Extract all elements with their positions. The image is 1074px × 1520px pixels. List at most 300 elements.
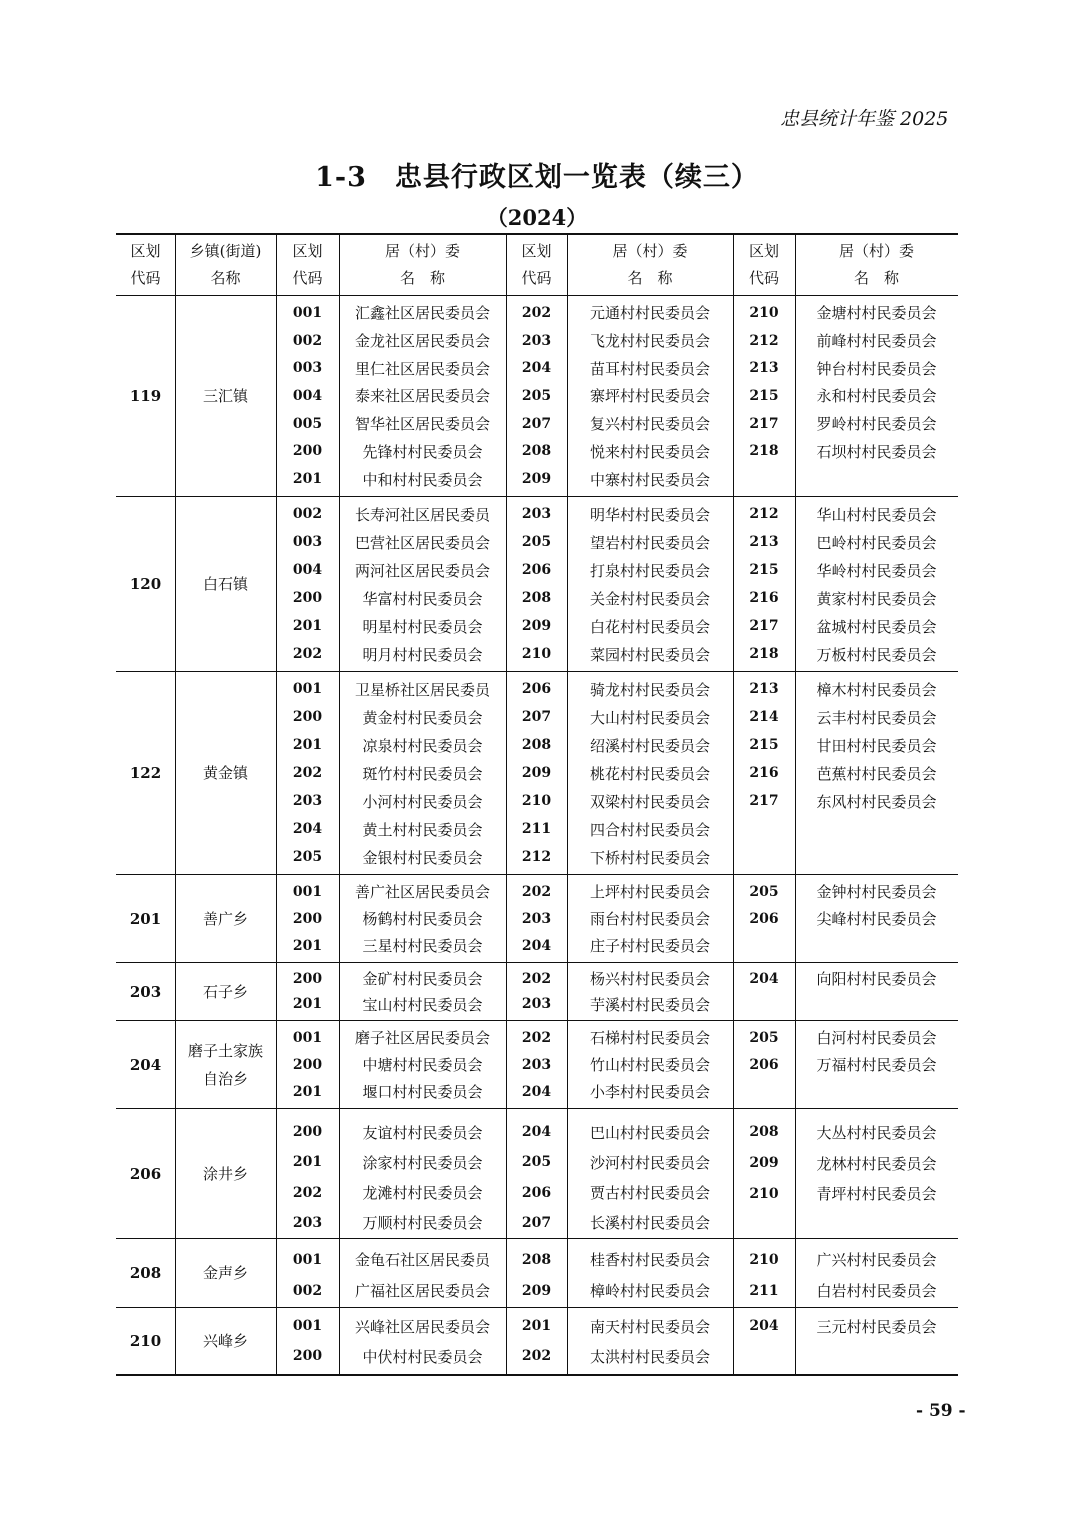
township-code: 210 [129, 1332, 162, 1350]
committee-name-column [795, 875, 958, 962]
sub-code: 210 [521, 793, 552, 809]
township-code: 203 [129, 982, 162, 1001]
committee-name: 华山村村民委员会 [816, 505, 937, 524]
sub-code: 205 [521, 387, 552, 404]
sub-code: 208 [521, 737, 552, 753]
township-name [175, 1109, 276, 1238]
sub-code: 202 [521, 970, 552, 987]
sub-code: 215 [749, 737, 779, 753]
committee-name: 黄家村村民委员会 [816, 589, 937, 608]
committee-name: 桃花村村民委员会 [589, 764, 710, 783]
sub-code: 001 [292, 1251, 323, 1268]
committee-name: 华岭村村民委员会 [816, 561, 937, 580]
committee-name: 金塘村村民委员会 [816, 304, 937, 323]
committee-name: 白花村村民委员会 [589, 617, 710, 636]
committee-name: 白河村村民委员会 [816, 1029, 937, 1047]
sub-code: 216 [749, 590, 779, 606]
sub-code: 215 [749, 562, 779, 578]
sub-code: 209 [521, 765, 552, 781]
committee-name: 明华村村民委员会 [589, 505, 710, 524]
sub-code: 208 [749, 1124, 779, 1141]
committee-name: 三星村村民委员会 [362, 937, 483, 955]
sub-code: 003 [292, 534, 323, 550]
committee-name-column [339, 1021, 506, 1108]
committee-name-column [795, 1239, 958, 1307]
committee-name-column [795, 497, 958, 671]
sub-code: 210 [749, 1251, 779, 1268]
sub-code: 211 [521, 821, 552, 837]
committee-name: 明月村村民委员会 [362, 645, 483, 664]
sub-code: 200 [292, 970, 323, 987]
header-cell [116, 235, 175, 295]
committee-name: 苗耳村村民委员会 [589, 359, 710, 378]
township-name-line: 黄金镇 [202, 764, 248, 782]
sub-code: 200 [292, 1348, 323, 1364]
township-name [175, 963, 276, 1020]
committee-name: 汇鑫社区居民委员会 [354, 304, 490, 323]
township-group [116, 1308, 958, 1376]
sub-code: 209 [521, 618, 552, 634]
header-line-1: 居（村）委 [838, 242, 914, 260]
sub-code-column [506, 497, 567, 671]
committee-name: 华富村村民委员会 [362, 589, 483, 608]
sub-code: 205 [292, 849, 323, 865]
sub-code-column [733, 875, 795, 962]
township-code: 206 [129, 1164, 162, 1183]
sub-code: 001 [292, 1318, 323, 1334]
sub-code: 206 [521, 1184, 552, 1201]
sub-code: 202 [521, 1348, 552, 1364]
committee-name: 小李村村民委员会 [589, 1083, 710, 1101]
committee-name: 长寿河社区居民委员 [354, 505, 490, 524]
sub-code: 201 [521, 1318, 552, 1334]
sub-code-column [733, 672, 795, 874]
sub-code: 205 [749, 1029, 779, 1046]
committee-name: 太洪村村民委员会 [589, 1347, 710, 1366]
committee-name: 友谊村村民委员会 [362, 1123, 483, 1142]
sub-code: 201 [292, 737, 323, 753]
sub-code: 201 [292, 618, 323, 634]
committee-name: 骑龙村村民委员会 [589, 680, 710, 699]
committee-name-column [795, 1308, 958, 1374]
sub-code-column [276, 1109, 339, 1238]
committee-name: 广福社区居民委员会 [354, 1282, 490, 1300]
committee-name: 两河社区居民委员会 [354, 561, 490, 580]
sub-code: 208 [521, 443, 552, 460]
committee-name: 芭蕉村村民委员会 [816, 764, 937, 783]
committee-name-column [795, 963, 958, 1020]
sub-code: 201 [292, 937, 323, 954]
sub-code: 205 [521, 1154, 552, 1171]
committee-name-column [567, 672, 733, 874]
sub-code: 212 [521, 849, 552, 865]
sub-code: 200 [292, 443, 323, 460]
committee-name: 庄子村村民委员会 [589, 937, 710, 955]
sub-code-column [276, 497, 339, 671]
sub-code-column [276, 1308, 339, 1374]
committee-name-column [339, 672, 506, 874]
committee-name: 大丛村村民委员会 [816, 1123, 937, 1142]
township-name-line: 兴峰乡 [202, 1332, 248, 1350]
sub-code: 200 [292, 1124, 323, 1141]
township-name [175, 497, 276, 671]
committee-name: 雨台村村民委员会 [589, 910, 710, 928]
committee-name: 打泉村村民委员会 [589, 561, 710, 580]
township-name-line: 金声乡 [202, 1264, 248, 1282]
yearbook-header: 忠县统计年鉴 2025 [780, 108, 949, 130]
committee-name: 广兴村村民委员会 [816, 1251, 937, 1269]
committee-name-column [339, 875, 506, 962]
committee-name: 泰来社区居民委员会 [354, 387, 490, 406]
township-name [175, 875, 276, 962]
township-code: 204 [129, 1055, 162, 1074]
committee-name: 中寨村村民委员会 [589, 470, 710, 489]
committee-name-column [567, 1308, 733, 1374]
sub-code-column [506, 1021, 567, 1108]
header-line-2: 代码 [748, 269, 779, 287]
township-code: 122 [129, 764, 162, 782]
sub-code: 206 [521, 681, 552, 697]
committee-name: 关金村村民委员会 [589, 589, 710, 608]
header-cell [175, 235, 276, 295]
committee-name-column [567, 1239, 733, 1307]
sub-code: 203 [292, 1214, 323, 1231]
sub-code: 213 [749, 534, 779, 550]
committee-name: 双梁村村民委员会 [589, 792, 710, 811]
sub-code-column [506, 1308, 567, 1374]
sub-code-column [506, 672, 567, 874]
township-name-line: 善广乡 [202, 909, 248, 928]
sub-code-column [733, 1239, 795, 1307]
sub-code: 208 [521, 1251, 552, 1268]
committee-name: 黄土村村民委员会 [362, 820, 483, 839]
sub-code: 210 [521, 646, 552, 662]
sub-code: 001 [292, 681, 323, 697]
committee-name-column [567, 875, 733, 962]
committee-name: 万顺村村民委员会 [362, 1214, 483, 1233]
header-line-2: 名 称 [627, 269, 673, 287]
committee-name: 万福村村民委员会 [816, 1056, 937, 1074]
committee-name-column [339, 1308, 506, 1374]
header-line-1: 区划 [130, 242, 161, 260]
committee-name: 卫星桥社区居民委员 [354, 680, 490, 699]
sub-code: 204 [749, 970, 779, 987]
committee-name: 贾古村村民委员会 [589, 1184, 710, 1203]
committee-name: 巴山村村民委员会 [589, 1123, 710, 1142]
township-name-line: 磨子土家族 [187, 1041, 263, 1060]
committee-name-column [567, 963, 733, 1020]
sub-code: 211 [749, 1282, 779, 1299]
committee-name-column [339, 497, 506, 671]
sub-code: 204 [749, 1318, 779, 1334]
committee-name: 大山村村民委员会 [589, 708, 710, 727]
committee-name-column [339, 1109, 506, 1238]
township-name [175, 1021, 276, 1108]
committee-name: 长溪村村民委员会 [589, 1214, 710, 1233]
committee-name: 悦来村村民委员会 [589, 442, 710, 461]
township-code: 120 [129, 575, 162, 593]
sub-code: 212 [749, 332, 779, 349]
committee-name: 前峰村村民委员会 [816, 332, 937, 351]
sub-code: 200 [292, 910, 323, 927]
committee-name: 金龙社区居民委员会 [354, 332, 490, 351]
sub-code: 207 [521, 709, 552, 725]
township-group [116, 875, 958, 963]
township-name [175, 1239, 276, 1307]
township-group [116, 672, 958, 875]
committee-name: 巴岭村村民委员会 [816, 533, 937, 552]
committee-name: 寨坪村村民委员会 [589, 387, 710, 406]
sub-code-column [276, 296, 339, 496]
committee-name: 竹山村村民委员会 [589, 1056, 710, 1074]
sub-code: 201 [292, 471, 323, 488]
sub-code: 202 [521, 304, 552, 321]
sub-code: 004 [292, 562, 323, 578]
sub-code-column [506, 875, 567, 962]
committee-name: 宝山村村民委员会 [362, 995, 483, 1014]
sub-code: 202 [292, 1184, 323, 1201]
sub-code: 218 [749, 443, 779, 460]
sub-code: 214 [749, 709, 779, 725]
committee-name: 磨子社区居民委员会 [354, 1029, 490, 1047]
sub-code: 002 [292, 332, 323, 349]
header-cell [733, 235, 795, 295]
sub-code-column [506, 1109, 567, 1238]
sub-code: 005 [292, 415, 323, 432]
sub-code-column [733, 1021, 795, 1108]
sub-code-column [276, 1021, 339, 1108]
sub-code: 207 [521, 1214, 552, 1231]
sub-code: 216 [749, 765, 779, 781]
header-line-1: 区划 [292, 242, 323, 260]
committee-name-column [567, 296, 733, 496]
sub-code: 001 [292, 883, 323, 900]
page-number: - 59 - [916, 1401, 966, 1421]
sub-code: 215 [749, 387, 779, 404]
committee-name: 沙河村村民委员会 [589, 1153, 710, 1172]
sub-code: 200 [292, 590, 323, 606]
sub-code: 203 [521, 996, 552, 1013]
committee-name: 金矿村村民委员会 [362, 970, 483, 989]
committee-name: 斑竹村村民委员会 [362, 764, 483, 783]
sub-code: 209 [521, 1282, 552, 1299]
committee-name: 金龟石社区居民委员 [354, 1251, 490, 1269]
sub-code: 002 [292, 506, 323, 522]
sub-code: 203 [521, 332, 552, 349]
committee-name: 向阳村村民委员会 [816, 970, 937, 989]
committee-name: 元通村村民委员会 [589, 304, 710, 323]
committee-name: 中和村村民委员会 [362, 470, 483, 489]
committee-name: 石坝村村民委员会 [816, 442, 937, 461]
sub-code: 213 [749, 360, 779, 377]
sub-code: 212 [749, 506, 779, 522]
sub-code: 001 [292, 1029, 323, 1046]
committee-name: 智华社区居民委员会 [354, 415, 490, 434]
committee-name-column [795, 296, 958, 496]
header-line-2: 代码 [130, 269, 161, 287]
sub-code-column [506, 963, 567, 1020]
sub-code-column [276, 875, 339, 962]
township-name-line: 三汇镇 [202, 387, 248, 405]
committee-name: 樟岭村村民委员会 [589, 1282, 710, 1300]
committee-name-column [567, 1021, 733, 1108]
sub-code: 202 [521, 1029, 552, 1046]
committee-name: 下桥村村民委员会 [589, 848, 710, 867]
township-name-line: 自治乡 [202, 1069, 248, 1088]
committee-name: 尖峰村村民委员会 [816, 910, 937, 928]
committee-name: 明星村村民委员会 [362, 617, 483, 636]
sub-code: 201 [292, 996, 323, 1013]
committee-name: 飞龙村村民委员会 [589, 332, 710, 351]
township-group [116, 1239, 958, 1308]
sub-code-column [733, 1308, 795, 1374]
table-year: （2024） [486, 205, 588, 230]
committee-name: 樟木村村民委员会 [816, 680, 937, 699]
committee-name: 善广社区居民委员会 [354, 883, 490, 901]
header-cell [567, 235, 733, 295]
committee-name: 菜园村村民委员会 [589, 645, 710, 664]
sub-code: 203 [521, 1056, 552, 1073]
township-name [175, 1308, 276, 1374]
committee-name: 四合村村民委员会 [589, 820, 710, 839]
committee-name: 里仁社区居民委员会 [354, 359, 490, 378]
committee-name: 杨兴村村民委员会 [589, 970, 710, 989]
sub-code: 203 [521, 910, 552, 927]
committee-name: 涂家村村民委员会 [362, 1153, 483, 1172]
committee-name: 复兴村村民委员会 [589, 415, 710, 434]
sub-code: 202 [292, 765, 323, 781]
sub-code: 204 [292, 821, 323, 837]
sub-code: 213 [749, 681, 779, 697]
sub-code: 208 [521, 590, 552, 606]
division-table [116, 233, 958, 1376]
committee-name: 黄金村村民委员会 [362, 708, 483, 727]
sub-code: 206 [749, 1056, 779, 1073]
header-line-1: 居（村）委 [612, 242, 688, 260]
committee-name: 龙林村村民委员会 [816, 1154, 937, 1173]
sub-code: 200 [292, 1056, 323, 1073]
sub-code-column [506, 296, 567, 496]
sub-code: 201 [292, 1083, 323, 1100]
township-group [116, 296, 958, 497]
township-name [175, 296, 276, 496]
sub-code: 205 [749, 883, 779, 900]
header-cell [795, 235, 958, 295]
committee-name-column [567, 497, 733, 671]
committee-name: 芋溪村村民委员会 [589, 995, 710, 1014]
sub-code-column [733, 296, 795, 496]
sub-code-column [276, 1239, 339, 1307]
sub-code: 004 [292, 387, 323, 404]
sub-code: 200 [292, 709, 323, 725]
header-line-1: 区划 [748, 242, 779, 260]
committee-name: 万板村村民委员会 [816, 645, 937, 664]
table-title: 1-3 忠县行政区划一览表（续三） [315, 162, 759, 193]
township-code: 208 [129, 1264, 162, 1282]
committee-name: 钟台村村民委员会 [816, 359, 937, 378]
committee-name: 杨鹤村村民委员会 [362, 910, 483, 928]
township-name-line: 白石镇 [202, 575, 248, 593]
committee-name: 巴营社区居民委员会 [354, 533, 490, 552]
sub-code: 206 [521, 562, 552, 578]
committee-name: 绍溪村村民委员会 [589, 736, 710, 755]
committee-name: 望岩村村民委员会 [589, 533, 710, 552]
township-group [116, 1021, 958, 1109]
sub-code: 001 [292, 304, 323, 321]
header-line-2: 名 称 [853, 269, 899, 287]
township-group [116, 497, 958, 672]
committee-name: 罗岭村村民委员会 [816, 415, 937, 434]
township-name-line: 涂井乡 [202, 1164, 248, 1183]
committee-name-column [795, 672, 958, 874]
committee-name: 金钟村村民委员会 [816, 883, 937, 901]
committee-name: 南天村村民委员会 [589, 1317, 710, 1336]
committee-name: 青坪村村民委员会 [816, 1185, 937, 1204]
committee-name: 白岩村村民委员会 [816, 1282, 937, 1300]
township-name [175, 672, 276, 874]
committee-name: 兴峰社区居民委员会 [354, 1317, 490, 1336]
sub-code: 209 [749, 1155, 779, 1172]
sub-code: 202 [521, 883, 552, 900]
sub-code-column [276, 672, 339, 874]
sub-code: 218 [749, 646, 779, 662]
header-cell [339, 235, 506, 295]
committee-name: 云丰村村民委员会 [816, 708, 937, 727]
header-line-1: 区划 [521, 242, 552, 260]
table-body [116, 296, 958, 1376]
sub-code: 210 [749, 304, 779, 321]
sub-code: 202 [292, 646, 323, 662]
sub-code: 204 [521, 1124, 552, 1141]
committee-name-column [339, 296, 506, 496]
sub-code: 203 [292, 793, 323, 809]
committee-name: 上坪村村民委员会 [589, 883, 710, 901]
header-line-1: 居（村）委 [384, 242, 460, 260]
committee-name: 甘田村村民委员会 [816, 736, 937, 755]
sub-code: 201 [292, 1154, 323, 1171]
sub-code: 203 [521, 506, 552, 522]
sub-code: 204 [521, 360, 552, 377]
committee-name-column [795, 1021, 958, 1108]
committee-name: 堰口村村民委员会 [362, 1083, 483, 1101]
table-header [116, 235, 958, 296]
township-group [116, 963, 958, 1021]
sub-code: 207 [521, 415, 552, 432]
committee-name: 永和村村民委员会 [816, 387, 937, 406]
committee-name: 中塘村村民委员会 [362, 1056, 483, 1074]
sub-code: 003 [292, 360, 323, 377]
header-line-2: 名称 [210, 269, 241, 287]
committee-name-column [795, 1109, 958, 1238]
sub-code-column [733, 497, 795, 671]
sub-code-column [506, 1239, 567, 1307]
committee-name: 三元村村民委员会 [816, 1317, 937, 1336]
header-cell [506, 235, 567, 295]
committee-name: 中伏村村民委员会 [362, 1347, 483, 1366]
sub-code: 210 [749, 1185, 779, 1202]
township-code: 201 [129, 909, 162, 928]
committee-name: 先锋村村民委员会 [362, 442, 483, 461]
header-line-2: 代码 [521, 269, 552, 287]
committee-name: 盆城村村民委员会 [816, 617, 937, 636]
committee-name: 凉泉村村民委员会 [362, 736, 483, 755]
sub-code: 206 [749, 910, 779, 927]
committee-name: 东风村村民委员会 [816, 792, 937, 811]
sub-code: 217 [749, 415, 779, 432]
committee-name-column [339, 1239, 506, 1307]
sub-code: 204 [521, 937, 552, 954]
committee-name: 龙滩村村民委员会 [362, 1184, 483, 1203]
